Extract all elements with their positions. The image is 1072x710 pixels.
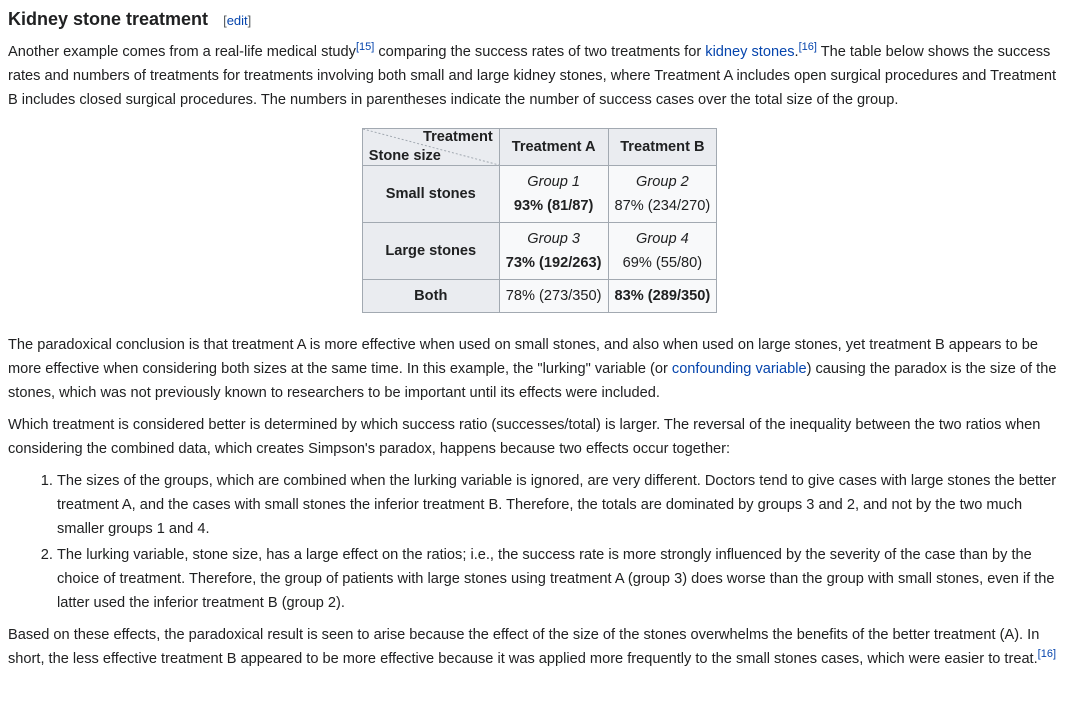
table-row [362, 223, 717, 280]
intro-text-1: Another example comes from a real-life medical study [8, 44, 356, 60]
cell-value: 93% (81/87) [513, 198, 594, 214]
list-item: 2. The lurking variable, stone size, has a large effect on the ratios; i.e., the success rate is more strongly influenced by the severity of the case than by the choice of treatment. Therefore, the group of patients with large stones using treatment A (group 3) does worse than the group with small stones, even if the latter used the inferior treatment B (group 2). [57, 543, 1062, 615]
table-row-both [362, 280, 717, 313]
kidney-stones-link[interactable]: kidney stones [705, 44, 795, 60]
cell-value: 87% (234/270) [614, 198, 711, 214]
table-header-row [362, 129, 717, 166]
row-header-small: Small stones [362, 166, 499, 223]
reference-15[interactable]: [15] [355, 41, 375, 53]
paradox-paragraph [8, 333, 1062, 405]
section-heading [8, 8, 1062, 32]
ratio-paragraph: Which treatment is considered better is determined by which success ratio (successes/total) is larger. The reversal of the inequality between the two ratios when considering the combined data, which creates Simpson's paradox, happens because two effects occur together: [8, 417, 1041, 457]
effects-list [8, 469, 1062, 615]
table-cell [499, 166, 608, 223]
paradox-text-1: The paradoxical conclusion is that treatment A is more effective when used on small stones, and also when used on large stones, yet treatment B appears to be more effective when considering both sizes at the same time. In this example, the "lurking" variable (or [8, 337, 1038, 377]
intro-text-4: The table below shows the success rates and numbers of treatments for treatments involving both small and large kidney stones, where Treatment A includes open surgical procedures and Treatment B includes closed surgical procedures. The numbers in parentheses indicate the number of success cases over the total size of the group. [8, 44, 1057, 108]
table-container [8, 128, 1062, 313]
results-table [362, 128, 718, 313]
conclusion-paragraph [8, 623, 1062, 671]
column-header-a: Treatment A [499, 129, 608, 166]
intro-text-2: comparing the success rates of two treatments for [374, 44, 706, 60]
table-cell [608, 223, 717, 280]
reference-16[interactable]: [16] [1037, 648, 1057, 660]
intro-text-3: . [794, 44, 799, 60]
group-label: Group 1 [527, 174, 580, 190]
edit-bracket-open: [ [223, 13, 227, 28]
edit-bracket-close: ] [247, 13, 252, 28]
confounding-variable-link[interactable]: confounding variable [671, 361, 807, 377]
conclusion-text: Based on these effects, the paradoxical result is seen to arise because the effect of the size of the stones overwhelms the benefits of the better treatment (A). In short, the less effective treatment B appeared to be more effective because it was applied more frequently to the small stones cases, which were easier to treat. [8, 627, 1040, 667]
edit-section [223, 13, 251, 28]
row-header-large: Large stones [362, 223, 499, 280]
cell-value: 83% (289/350) [608, 280, 717, 313]
table-cell [499, 223, 608, 280]
group-label: Group 3 [527, 231, 580, 247]
corner-header [362, 129, 499, 166]
row-header-both: Both [362, 280, 499, 313]
corner-top-label: Treatment [423, 129, 493, 145]
edit-link[interactable]: edit [226, 13, 248, 28]
table-cell [608, 166, 717, 223]
reference-16[interactable]: [16] [798, 41, 817, 53]
cell-value: 78% (273/350) [499, 280, 608, 313]
column-header-b: Treatment B [608, 129, 717, 166]
list-item: 1. The sizes of the groups, which are combined when the lurking variable is ignored, are very different. Doctors tend to give cases with large stones the better treatment A, and the cases with small stones the inferior treatment B. Therefore, the totals are dominated by groups 3 and 2, and not by the two much smaller groups 1 and 4. [57, 469, 1062, 541]
group-label: Group 2 [636, 174, 689, 190]
cell-value: 69% (55/80) [622, 255, 703, 271]
table-row [362, 166, 717, 223]
cell-value: 73% (192/263) [505, 255, 602, 271]
intro-paragraph [8, 40, 1062, 112]
group-label: Group 4 [636, 231, 689, 247]
section-title: Kidney stone treatment [8, 9, 209, 29]
paradox-text-2: ) causing the paradox is the size of the stones, which was not previously known to researchers to be important until its effects were included. [8, 361, 1057, 401]
corner-bottom-label: Stone size [368, 148, 441, 164]
